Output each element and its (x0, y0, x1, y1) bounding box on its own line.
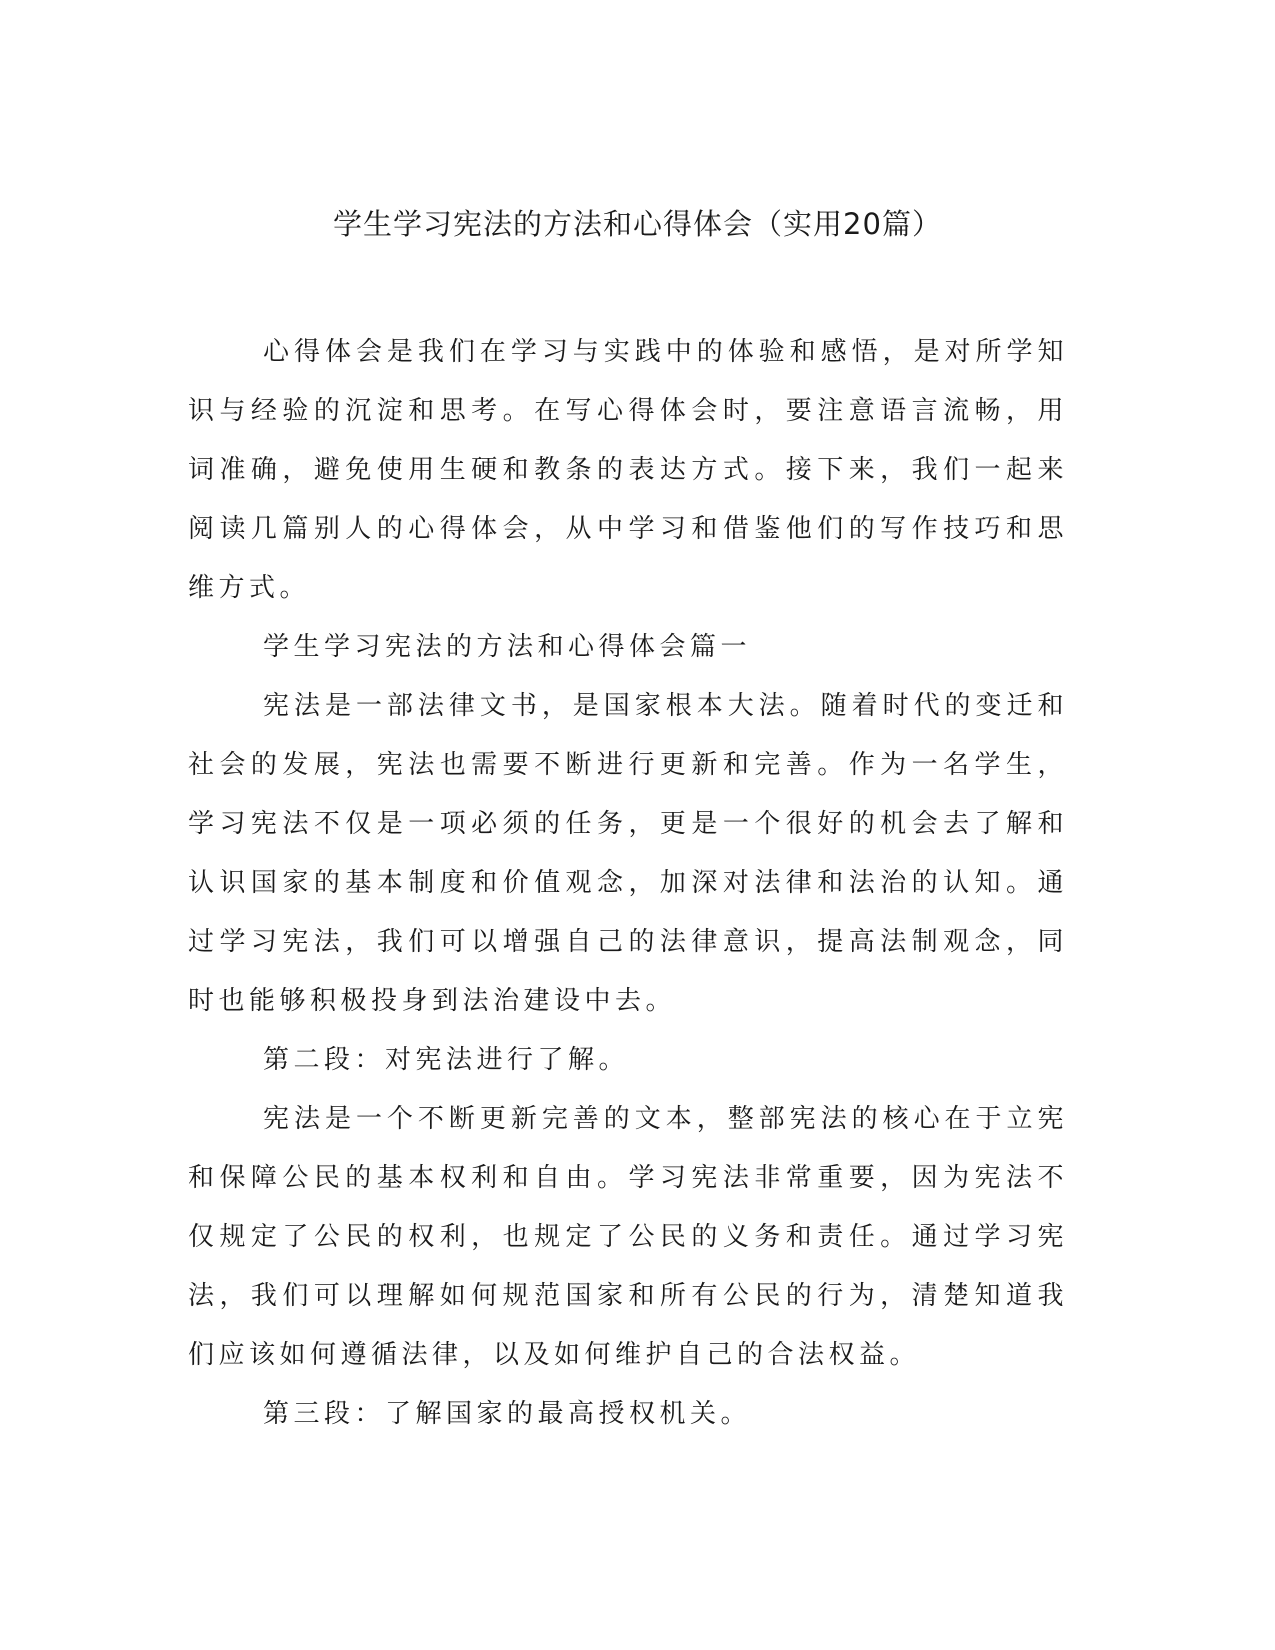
document-title: 学生学习宪法的方法和心得体会（实用20篇） (333, 207, 942, 241)
paragraph-second: 宪法是一个不断更新完善的文本，整部宪法的核心在于立宪和保障公民的基本权利和自由。学习宪法非常重要，因为宪法不仅规定了公民的权利，也规定了公民的义务和责任。通过学习宪法，我们可以理解如何规范国家和所有公民的行为，清楚知道我们应该如何遵循法律，以及如何维护自己的合法权益。 (188, 1104, 1068, 1370)
document-body (188, 323, 1068, 1444)
paragraph-part-one: 宪法是一部法律文书，是国家根本大法。随着时代的变迁和社会的发展，宪法也需要不断进行更新和完善。作为一名学生，学习宪法不仅是一项必须的任务，更是一个很好的机会去了解和认识国家的基本制度和价值观念，加深对法律和法治的认知。通过学习宪法，我们可以增强自己的法律意识，提高法制观念，同时也能够积极投身到法治建设中去。 (188, 691, 1068, 1016)
section-heading-part-one: 学生学习宪法的方法和心得体会篇一 (263, 632, 752, 662)
paragraph-intro: 心得体会是我们在学习与实践中的体验和感悟，是对所学知识与经验的沉淀和思考。在写心得体会时，要注意语言流畅，用词准确，避免使用生硬和教条的表达方式。接下来，我们一起来阅读几篇别人的心得体会，从中学习和借鉴他们的写作技巧和思维方式。 (188, 337, 1068, 603)
section-heading-second: 第二段：对宪法进行了解。 (263, 1045, 630, 1075)
section-heading-third: 第三段：了解国家的最高授权机关。 (263, 1399, 752, 1429)
